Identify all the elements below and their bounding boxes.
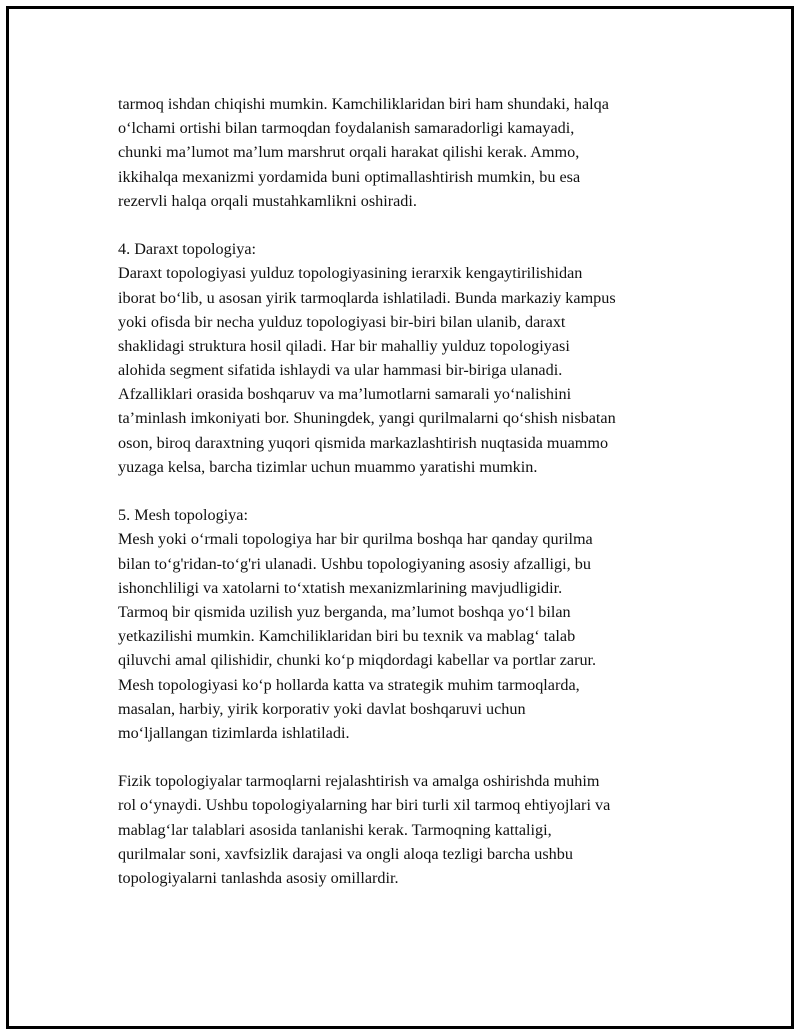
- text-line: ikkihalqa mexanizmi yordamida buni optimallashtirish mumkin, bu esa: [118, 167, 581, 186]
- text-line: yetkazilishi mumkin. Kamchiliklaridan biri bu texnik va mablag‘ talab: [118, 627, 576, 646]
- text-line: alohida segment sifatida ishlaydi va ular hammasi bir-biriga ulanadi.: [118, 361, 563, 380]
- text-line: Mesh topologiyasi ko‘p hollarda katta va strategik muhim tarmoqlarda,: [118, 675, 580, 694]
- paragraph-gap: [118, 213, 708, 237]
- text-line: yuzaga kelsa, barcha tizimlar uchun muammo yaratishi mumkin.: [118, 457, 538, 476]
- section-heading: 5. Mesh topologiya:: [118, 506, 248, 525]
- section-tree-topology: [118, 237, 708, 479]
- text-line: oson, biroq daraxtning yuqori qismida markazlashtirish nuqtasida muammo: [118, 433, 609, 452]
- text-line: Mesh yoki o‘rmali topologiya har bir qurilma boshqa har qanday qurilma: [118, 530, 593, 549]
- text-line: o‘lchami ortishi bilan tarmoqdan foydalanish samaradorligi kamayadi,: [118, 119, 575, 138]
- text-line: mo‘ljallangan tizimlarda ishlatiladi.: [118, 723, 350, 742]
- text-line: tarmoq ishdan chiqishi mumkin. Kamchiliklaridan biri ham shundaki, halqa: [118, 95, 609, 113]
- paragraph-gap: [118, 479, 708, 503]
- text-line: qiluvchi amal qilishidir, chunki ko‘p miqdordagi kabellar va portlar zarur.: [118, 651, 597, 670]
- section-heading: 4. Daraxt topologiya:: [118, 240, 257, 259]
- text-line: mablag‘lar talablari asosida tanlanishi kerak. Tarmoqning kattaligi,: [118, 820, 552, 839]
- document-body: [118, 92, 708, 890]
- text-line: Daraxt topologiyasi yulduz topologiyasining ierarxik kengaytirilishidan: [118, 264, 583, 283]
- text-line: Afzalliklari orasida boshqaruv va ma’lumotlarni samarali yo‘nalishini: [118, 385, 572, 404]
- text-line: qurilmalar soni, xavfsizlik darajasi va ongli aloqa tezligi barcha ushbu: [118, 844, 573, 863]
- text-line: bilan to‘g'ridan-to‘g'ri ulanadi. Ushbu topologiyaning asosiy afzalligi, bu: [118, 554, 591, 573]
- paragraph-gap: [118, 745, 708, 769]
- text-line: rol o‘ynaydi. Ushbu topologiyalarning har biri turli xil tarmoq ehtiyojlari va: [118, 796, 611, 815]
- section-mesh-topology: [118, 503, 708, 745]
- text-line: Tarmoq bir qismida uzilish yuz berganda, ma’lumot boshqa yo‘l bilan: [118, 602, 571, 621]
- text-line: topologiyalarni tanlashda asosiy omillardir.: [118, 869, 399, 887]
- text-line: ishonchliligi va xatolarni to‘xtatish mexanizmlarining mavjudligidir.: [118, 578, 563, 597]
- text-line: rezervli halqa orqali mustahkamlikni oshiradi.: [118, 191, 417, 210]
- text-line: yoki ofisda bir necha yulduz topologiyasi bir-biri bilan ulanib, daraxt: [118, 312, 566, 331]
- text-line: Fizik topologiyalar tarmoqlarni rejalashtirish va amalga oshirishda muhim: [118, 772, 600, 791]
- conclusion-paragraph: [118, 769, 708, 890]
- text-line: iborat bo‘lib, u asosan yirik tarmoqlarda ishlatiladi. Bunda markaziy kampus: [118, 288, 616, 307]
- intro-paragraph: [118, 92, 708, 213]
- text-line: shaklidagi struktura hosil qiladi. Har bir mahalliy yulduz topologiyasi: [118, 336, 570, 355]
- text-line: ta’minlash imkoniyati bor. Shuningdek, yangi qurilmalarni qo‘shish nisbatan: [118, 409, 616, 428]
- text-line: masalan, harbiy, yirik korporativ yoki davlat boshqaruvi uchun: [118, 699, 526, 718]
- text-line: chunki ma’lumot ma’lum marshrut orqali harakat qilishi kerak. Ammo,: [118, 143, 580, 162]
